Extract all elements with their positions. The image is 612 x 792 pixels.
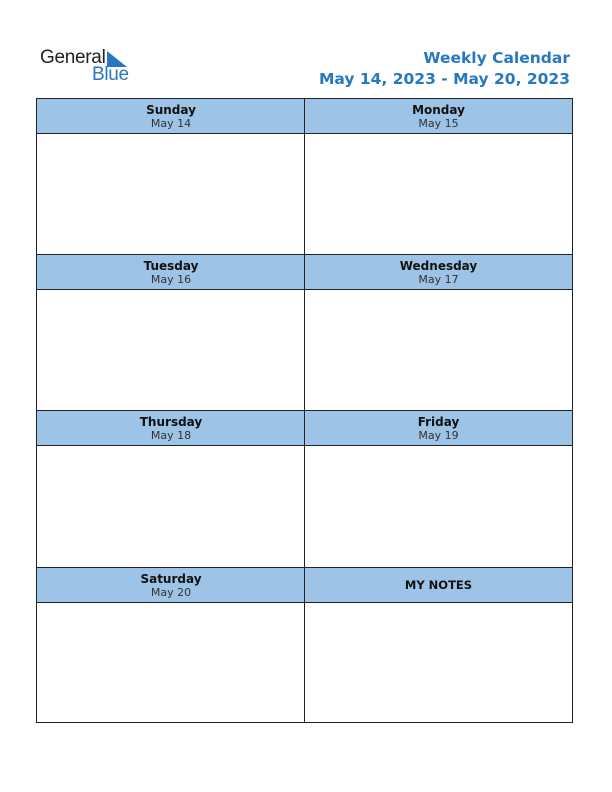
day-date: May 19 [418,429,459,442]
logo-word-blue: Blue [92,64,129,85]
day-header [305,99,572,134]
logo-word-general: General [40,47,106,68]
row-divider [37,410,572,411]
row-divider [37,567,572,568]
day-date: May 14 [150,117,192,130]
date-range: May 14, 2023 - May 20, 2023 [318,70,570,88]
day-cell-sunday[interactable] [37,99,305,255]
day-header [37,255,305,290]
day-name: Friday [417,415,460,429]
day-date: May 18 [150,429,192,442]
day-name: Tuesday [143,259,199,273]
day-cell-saturday[interactable] [37,568,305,722]
day-date: May 20 [150,586,192,599]
calendar-grid [36,98,573,723]
title-block [319,48,570,89]
notes-header [305,568,572,603]
day-header [305,411,572,446]
day-cell-monday[interactable] [305,99,572,255]
day-cell-thursday[interactable] [37,411,305,568]
page-title: Weekly Calendar [423,49,570,67]
logo [40,47,140,87]
day-name: Thursday [139,415,203,429]
day-date: May 17 [418,273,459,286]
day-header [37,411,305,446]
day-name: Monday [412,103,465,117]
row-divider [37,254,572,255]
day-cell-friday[interactable] [305,411,572,568]
day-header [305,255,572,290]
day-date: May 16 [150,273,192,286]
day-date: May 15 [418,117,459,130]
notes-title: MY NOTES [404,578,473,592]
day-header [37,568,305,603]
day-header [37,99,305,134]
day-cell-wednesday[interactable] [305,255,572,411]
day-name: Saturday [140,572,202,586]
day-cell-tuesday[interactable] [37,255,305,411]
day-name: Wednesday [399,259,478,273]
day-name: Sunday [146,103,196,117]
notes-cell[interactable] [305,568,572,722]
